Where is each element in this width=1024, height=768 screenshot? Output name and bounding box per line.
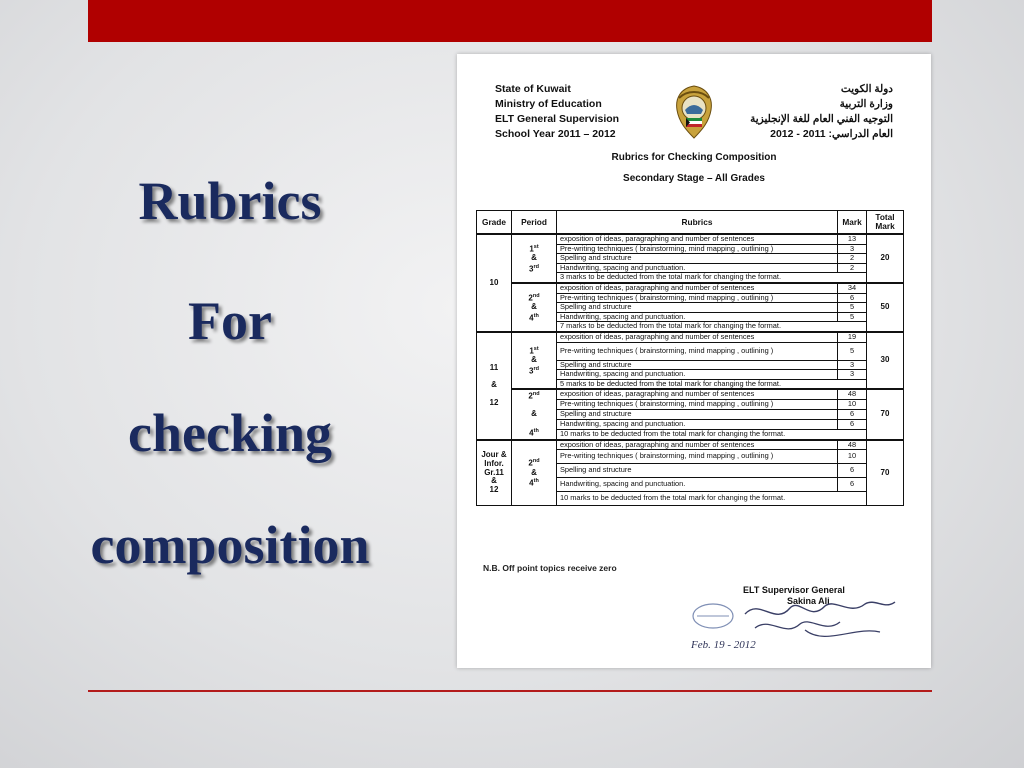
- header-state: State of Kuwait: [495, 83, 571, 95]
- mark-cell: 10: [838, 400, 867, 410]
- period-cell: [512, 332, 557, 389]
- mark-cell: 6: [838, 478, 867, 492]
- supervisor-name: Sakina Ali: [787, 596, 830, 606]
- header-supervision: ELT General Supervision: [495, 113, 620, 125]
- period-cell: [512, 440, 557, 506]
- rubric-text: Spelling and structure: [557, 464, 838, 478]
- period-ordinal: st: [533, 346, 539, 353]
- mark-cell: 5: [838, 342, 867, 360]
- rubric-text: Handwriting, spacing and punctuation.: [557, 370, 838, 380]
- header-ar-ministry: وزارة التربية: [839, 98, 893, 110]
- period-number: 4: [529, 429, 534, 438]
- document-subtitle: Secondary Stage – All Grades: [623, 173, 765, 184]
- total-cell: 50: [867, 283, 904, 332]
- deduction-note: 7 marks to be deducted from the total mark for changing the format.: [557, 322, 867, 332]
- grade-line: 12: [489, 397, 499, 407]
- rubric-table: [476, 210, 904, 506]
- deduction-note: 5 marks to be deducted from the total mark for changing the format.: [557, 379, 867, 389]
- grade-cell: [477, 440, 512, 506]
- period-amp: &: [531, 409, 537, 419]
- header-arabic: [750, 82, 893, 142]
- rubric-text: Pre-writing techniques ( brainstorming, mind mapping , outlining ): [557, 450, 838, 464]
- rubric-text: Handwriting, spacing and punctuation.: [557, 312, 838, 322]
- col-grade-header: Grade: [477, 211, 512, 235]
- mark-cell: 3: [838, 370, 867, 380]
- period-number: 1: [529, 346, 534, 356]
- table-row: [477, 389, 904, 399]
- table-row: [477, 440, 904, 450]
- title-line-rubrics: Rubrics: [138, 171, 322, 231]
- rubric-text: Spelling and structure: [557, 360, 838, 370]
- mark-cell: 6: [838, 419, 867, 429]
- top-accent-bar: [88, 0, 932, 42]
- header-ar-year: العام الدراسي: 2011 - 2012: [770, 128, 893, 140]
- period-ordinal: nd: [532, 391, 540, 398]
- period-number: 3: [529, 264, 534, 274]
- mark-cell: 6: [838, 293, 867, 303]
- rubric-text: Handwriting, spacing and punctuation.: [557, 419, 838, 429]
- mark-cell: 5: [838, 303, 867, 313]
- rubric-text: Pre-writing techniques ( brainstorming, mind mapping , outlining ): [557, 342, 838, 360]
- period-ordinal: th: [533, 478, 539, 485]
- deduction-note: 10 marks to be deducted from the total mark for changing the format.: [557, 429, 867, 439]
- table-row: [477, 283, 904, 293]
- mark-cell: 6: [838, 464, 867, 478]
- period-amp: &: [531, 302, 537, 312]
- rubric-text: Handwriting, spacing and punctuation.: [557, 263, 838, 273]
- grade-cell: [477, 332, 512, 440]
- deduction-note: 10 marks to be deducted from the total mark for changing the format.: [557, 492, 867, 506]
- grade-line: 12: [489, 484, 499, 494]
- period-number: 2: [528, 293, 533, 303]
- rubric-text: Spelling and structure: [557, 254, 838, 264]
- supervisor-title: ELT Supervisor General: [743, 585, 845, 595]
- period-cell: [512, 389, 557, 439]
- mark-cell: 3: [838, 360, 867, 370]
- period-number: 3: [529, 366, 534, 376]
- header-ministry: Ministry of Education: [495, 98, 602, 110]
- mark-cell: 13: [838, 234, 867, 244]
- col-period-header: Period: [512, 211, 557, 235]
- grade-line: Gr.11: [484, 467, 504, 477]
- period-number: 4: [529, 478, 534, 488]
- rubric-text: exposition of ideas, paragraphing and number of sentences: [557, 234, 838, 244]
- period-cell: [512, 283, 557, 332]
- mark-cell: 2: [838, 263, 867, 273]
- grade-cell: 10: [477, 234, 512, 332]
- rubric-text: Pre-writing techniques ( brainstorming, mind mapping , outlining ): [557, 293, 838, 303]
- rubric-text: exposition of ideas, paragraphing and number of sentences: [557, 283, 838, 293]
- period-number: 4: [529, 313, 534, 323]
- rubric-text: Pre-writing techniques ( brainstorming, mind mapping , outlining ): [557, 244, 838, 254]
- rubric-text: exposition of ideas, paragraphing and number of sentences: [557, 440, 838, 450]
- header-english: [495, 82, 619, 142]
- mark-cell: 3: [838, 244, 867, 254]
- grade-line: &: [491, 476, 497, 486]
- title-line-composition: composition: [90, 515, 370, 575]
- note-off-point: N.B. Off point topics receive zero: [483, 563, 617, 573]
- period-ordinal: th: [533, 428, 539, 435]
- grade-line: Jour &: [481, 450, 507, 460]
- table-row: [477, 234, 904, 244]
- period-ordinal: nd: [532, 458, 540, 465]
- period-cell: [512, 234, 557, 283]
- rubric-text: Spelling and structure: [557, 410, 838, 420]
- mark-cell: 6: [838, 410, 867, 420]
- grade-line: &: [491, 380, 497, 390]
- mark-cell: 34: [838, 283, 867, 293]
- document-title: Rubrics for Checking Composition: [611, 152, 777, 163]
- title-line-for: For: [188, 291, 272, 351]
- grade-line: Infor.: [484, 459, 504, 468]
- mark-cell: 2: [838, 254, 867, 264]
- kuwait-emblem-icon: [671, 84, 717, 140]
- period-amp: &: [531, 355, 537, 365]
- period-amp: &: [531, 253, 537, 263]
- mark-cell: 48: [838, 440, 867, 450]
- rubric-document-image: [457, 54, 931, 668]
- grade-line: 11: [489, 363, 499, 373]
- rubric-text: exposition of ideas, paragraphing and number of sentences: [557, 332, 838, 342]
- mark-cell: 5: [838, 312, 867, 322]
- mark-cell: 48: [838, 389, 867, 399]
- total-cell: 70: [867, 389, 904, 439]
- col-total-header: Total Mark: [867, 211, 904, 235]
- header-ar-state: دولة الكويت: [840, 83, 893, 95]
- mark-cell: 19: [838, 332, 867, 342]
- bottom-accent-rule: [88, 690, 932, 692]
- period-ordinal: rd: [533, 263, 539, 270]
- period-number: 1: [529, 244, 534, 254]
- total-cell: 70: [867, 440, 904, 506]
- col-rubrics-header: Rubrics: [557, 211, 838, 235]
- total-cell: 30: [867, 332, 904, 389]
- table-row: [477, 332, 904, 342]
- period-amp: &: [531, 467, 537, 477]
- col-mark-header: Mark: [838, 211, 867, 235]
- header-ar-supervision: التوجيه الفني العام للغة الإنجليزية: [750, 113, 893, 125]
- total-cell: 20: [867, 234, 904, 283]
- rubric-text: Pre-writing techniques ( brainstorming, mind mapping , outlining ): [557, 400, 838, 410]
- signature-date: Feb. 19 - 2012: [691, 639, 756, 651]
- period-ordinal: rd: [533, 365, 539, 372]
- period-ordinal: nd: [532, 292, 540, 299]
- period-ordinal: th: [533, 312, 539, 319]
- period-number: 2: [528, 459, 533, 468]
- period-number: 2: [528, 391, 533, 401]
- rubric-text: Handwriting, spacing and punctuation.: [557, 478, 838, 492]
- header-school-year: School Year 2011 – 2012: [495, 128, 616, 140]
- rubric-text: Spelling and structure: [557, 303, 838, 313]
- mark-cell: 10: [838, 450, 867, 464]
- title-line-checking: checking: [127, 403, 332, 463]
- rubric-text: exposition of ideas, paragraphing and number of sentences: [557, 389, 838, 399]
- period-ordinal: st: [533, 243, 539, 250]
- signature-stamp-image: [685, 586, 905, 656]
- table-header-row: [477, 211, 904, 235]
- deduction-note: 3 marks to be deducted from the total mark for changing the format.: [557, 273, 867, 283]
